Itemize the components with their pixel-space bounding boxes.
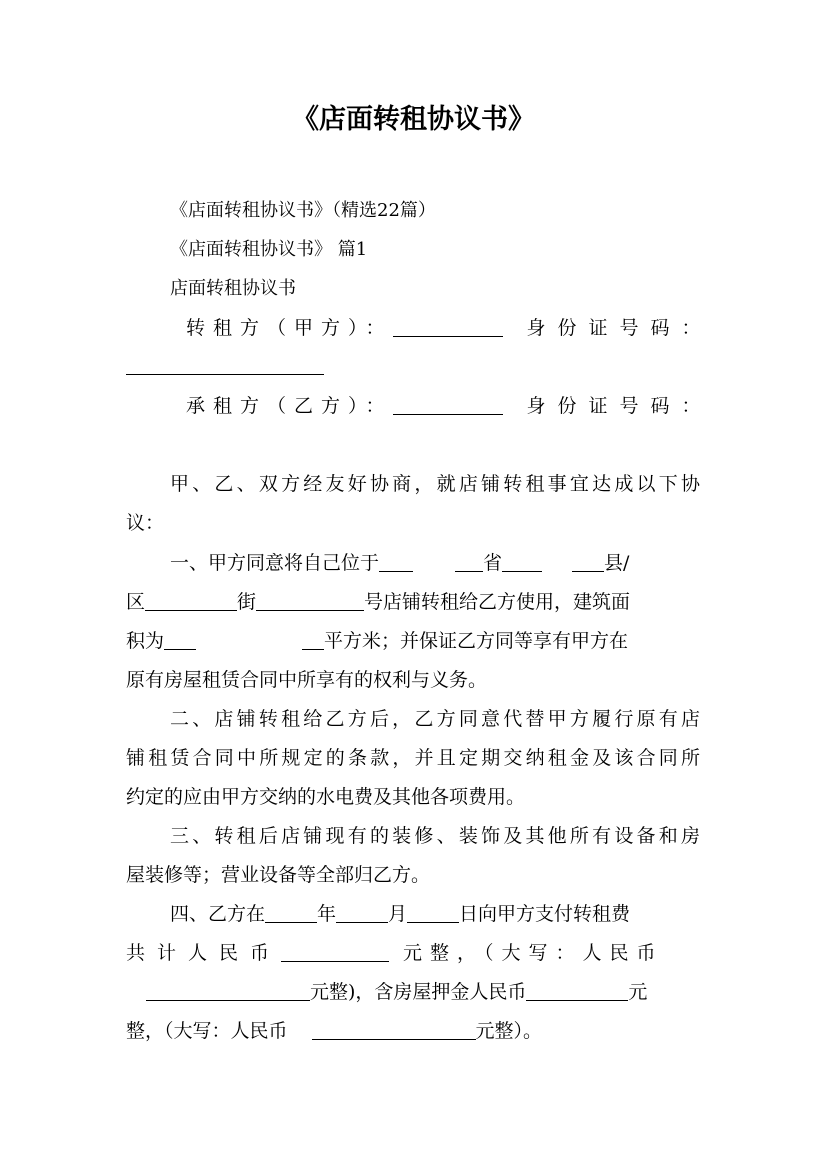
deposit-capital-label: 整，（大写：人民币: [126, 1020, 288, 1042]
street-blank: [256, 590, 364, 611]
clause-2-line-2: 铺租赁合同中所规定的条款，并且定期交纳租金及该合同所: [126, 747, 700, 769]
clause-1-line-2: [126, 588, 700, 616]
year-label: 年: [317, 903, 337, 925]
day-blank: [407, 902, 459, 923]
clause-4-line-1: [170, 900, 700, 928]
party-a-label: 转租方（甲方）：: [186, 317, 393, 339]
year-blank: [265, 902, 317, 923]
area-suffix: 平方米；并保证乙方同等享有甲方在: [324, 630, 629, 652]
intro-line-2: 议：: [126, 512, 165, 534]
clause-4-line-2: [126, 939, 700, 967]
clause-1-line-4: 原有房屋租赁合同中所享有的权利与义务。: [126, 669, 488, 691]
clause-1-prefix: 一、甲方同意将自己位于: [170, 552, 380, 574]
party-b-name-blank: [393, 394, 503, 415]
party-a-id-label: 身份证号码：: [526, 317, 713, 339]
area-blank-1: [164, 629, 196, 650]
intro-line-1: 甲、乙、双方经友好协商，就店铺转租事宜达成以下协: [170, 473, 700, 495]
area-prefix: 积为: [126, 630, 165, 652]
province-blank: [455, 551, 483, 572]
capital-amount-label: 元整，（大写：人民币: [403, 942, 664, 964]
capital-amount-blank: [146, 980, 310, 1001]
month-label: 月: [388, 903, 408, 925]
clause-1-line-3: [126, 627, 700, 655]
total-amount-blank: [281, 941, 389, 962]
document-title: 《店面转租协议书》: [292, 104, 535, 135]
day-rest: 日向甲方支付转租费: [459, 903, 631, 925]
district-label: 区: [126, 591, 146, 613]
total-label: 共计人民币: [126, 942, 282, 964]
document-subtitle: 《店面转租协议书》（精选22篇）: [170, 200, 436, 221]
area-blank-2: [302, 629, 324, 650]
province-name-blank: [502, 551, 542, 572]
party-a-id-blank: [126, 354, 324, 375]
deposit-capital-blank: [312, 1019, 476, 1040]
deposit-blank: [526, 980, 628, 1001]
party-a-id-row: [126, 352, 700, 380]
party-b-id-label: 身份证号码：: [526, 395, 713, 417]
deposit-capital-suffix: 元整）。: [475, 1020, 543, 1042]
contract-name: 店面转租协议书: [170, 278, 296, 299]
deposit-label: 元整)，含房屋押金人民币: [310, 981, 527, 1003]
clause-4-line-3: [146, 978, 700, 1006]
county-label: 县/: [604, 552, 630, 574]
party-a-row: [186, 314, 713, 342]
clause-1-line-1: [170, 549, 700, 577]
district-blank: [145, 590, 237, 611]
clause-4-line-4: [126, 1017, 700, 1045]
month-blank: [336, 902, 388, 923]
clause-2-line-1: 二、店铺转租给乙方后，乙方同意代替甲方履行原有店: [170, 708, 700, 730]
party-b-row: [186, 392, 713, 420]
location-blank-1: [379, 551, 413, 572]
province-label: 省: [483, 552, 503, 574]
party-a-name-blank: [393, 316, 503, 337]
clause-3-line-1: 三、转租后店铺现有的装修、装饰及其他所有设备和房: [170, 825, 700, 847]
clause-2-line-3: 约定的应由甲方交纳的水电费及其他各项费用。: [126, 786, 526, 808]
clause-3-line-2: 屋装修等；营业设备等全部归乙方。: [126, 864, 431, 886]
county-blank: [572, 551, 604, 572]
clause-1-rest: 号店铺转租给乙方使用，建筑面: [364, 591, 631, 613]
deposit-yuan: 元: [628, 981, 648, 1003]
section-heading: 《店面转租协议书》 篇1: [170, 239, 368, 260]
street-label: 街: [237, 591, 257, 613]
party-b-label: 承租方（乙方）：: [186, 395, 393, 417]
clause-4-prefix: 四、乙方在: [170, 903, 266, 925]
